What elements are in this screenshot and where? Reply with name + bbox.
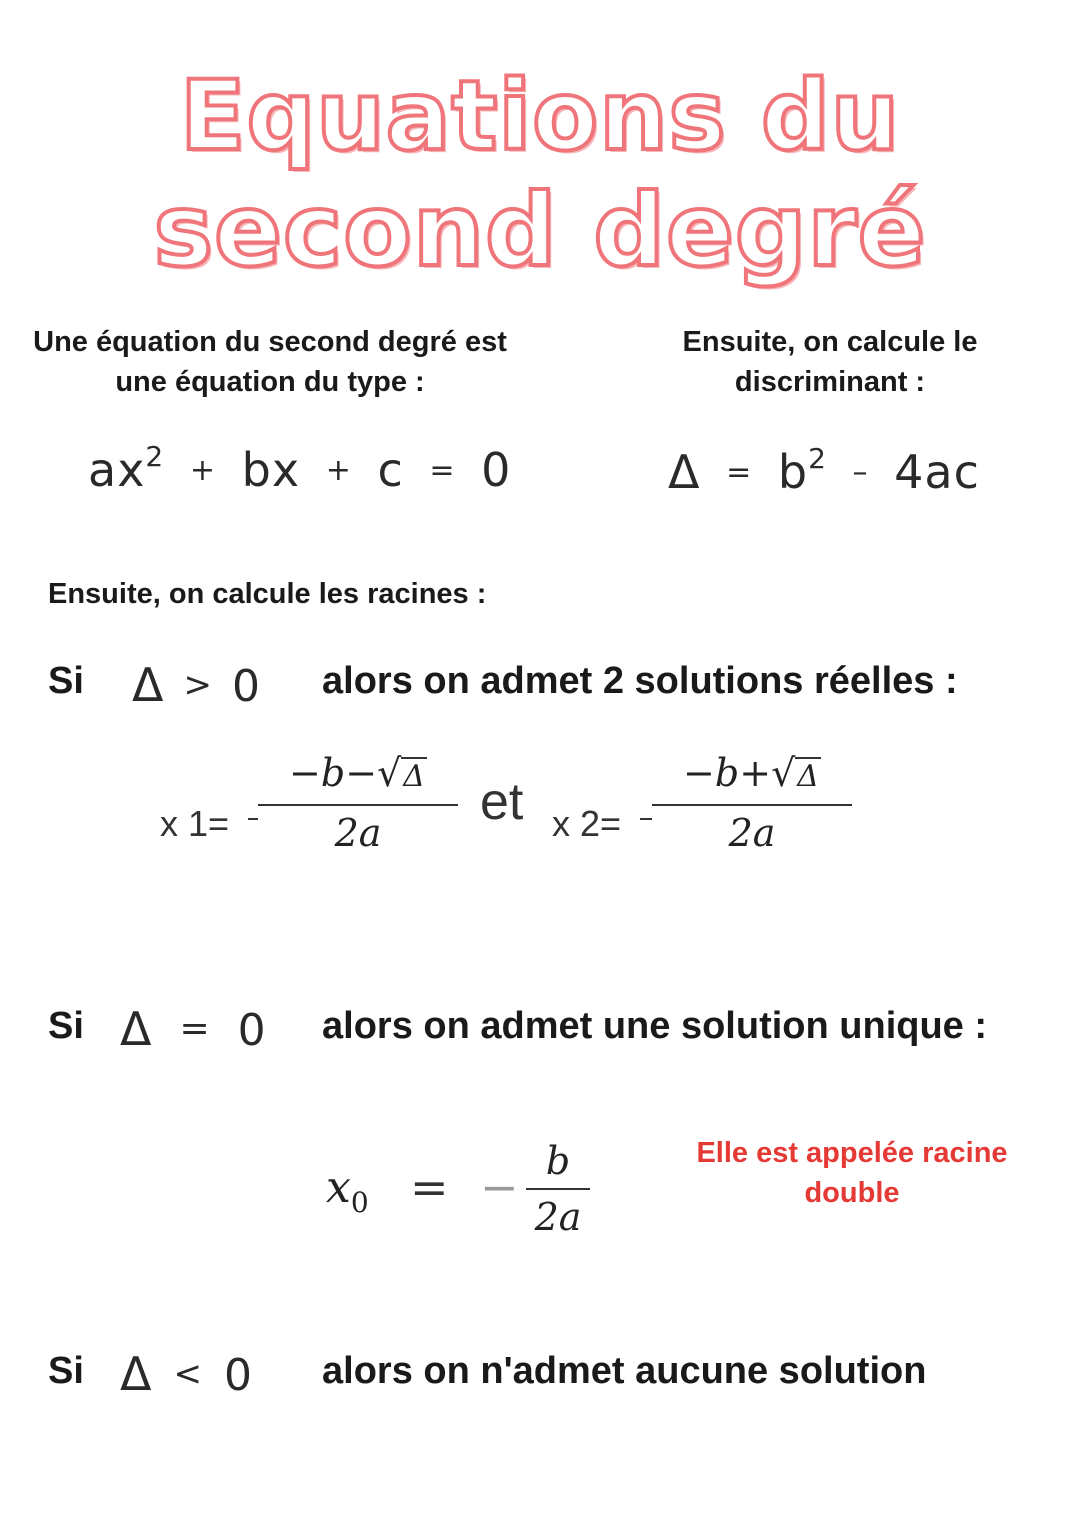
- x1-lead-bar: [248, 818, 258, 820]
- x1-radicand: Δ: [403, 759, 425, 794]
- double-root-note: [680, 1133, 1024, 1213]
- greater-than-sign: >: [183, 665, 212, 705]
- case-zero-si: Si: [48, 1005, 84, 1047]
- case-neg-text: alors on n'admet aucune solution: [322, 1350, 927, 1392]
- equals-sign: =: [726, 455, 753, 490]
- x2-fraction-bar: [652, 804, 852, 806]
- x1-fraction: [258, 750, 458, 856]
- note-line-2: double: [804, 1177, 900, 1209]
- term-c: c: [377, 443, 404, 497]
- intro-right-line-1: Ensuite, on calcule le: [682, 326, 978, 358]
- case-neg-condition: [120, 1347, 252, 1401]
- intro-left-line-1: Une équation du second degré est: [33, 326, 507, 358]
- delta-symbol: Δ: [120, 1347, 152, 1401]
- case-pos-si: Si: [48, 660, 84, 702]
- roots-label: Ensuite, on calcule les racines :: [48, 578, 487, 610]
- x1-fraction-bar: [258, 804, 458, 806]
- x1-numerator: −b−√Δ: [289, 751, 425, 795]
- term-b: bx: [241, 443, 301, 497]
- equals-sign: =: [179, 1008, 210, 1049]
- x2-lead-bar: [640, 818, 652, 820]
- x0-subscript: 0: [350, 1185, 369, 1219]
- equals-sign: =: [429, 453, 456, 488]
- case-pos-condition: [132, 658, 260, 712]
- zero: 0: [231, 661, 260, 712]
- equals-sign: =: [410, 1160, 449, 1214]
- case-neg-si: Si: [48, 1350, 84, 1392]
- intro-left-line-2: une équation du type :: [115, 366, 425, 398]
- x0-denominator: 2a: [534, 1195, 582, 1239]
- plus-sign: +: [325, 453, 352, 488]
- x2-num-text: −b+: [683, 751, 772, 795]
- plus-sign: +: [189, 453, 217, 488]
- x0-label: [326, 1162, 369, 1219]
- x1-label: x 1=: [160, 803, 230, 844]
- zero: 0: [481, 443, 512, 497]
- x2-denominator: 2a: [728, 811, 776, 855]
- x2-numerator: −b+√Δ: [683, 751, 819, 795]
- exponent: 2: [808, 442, 827, 475]
- general-formula: [88, 440, 511, 497]
- less-than-sign: <: [173, 1354, 202, 1394]
- x2-radicand: Δ: [797, 759, 819, 794]
- x0-numerator: b: [545, 1139, 571, 1183]
- title-line-2: second degré: [153, 172, 927, 289]
- zero: 0: [223, 1350, 252, 1401]
- intro-right-line-2: discriminant :: [734, 366, 926, 398]
- term-b: b: [777, 445, 809, 499]
- case-zero-condition: [120, 1002, 266, 1056]
- x0-fraction-bar: [526, 1188, 590, 1190]
- delta-symbol: Δ: [120, 1002, 152, 1056]
- x2-label: x 2=: [552, 803, 622, 844]
- term-a: ax: [88, 443, 146, 497]
- x1-num-text: −b−: [289, 751, 378, 795]
- title-line-1: Equations du: [179, 60, 901, 172]
- x1-denominator: 2a: [334, 811, 382, 855]
- x2-fraction: [652, 750, 852, 856]
- zero: 0: [237, 1005, 266, 1056]
- intro-left: [0, 322, 540, 402]
- case-pos-text: alors on admet 2 solutions réelles :: [322, 660, 958, 702]
- x-variable: x: [326, 1162, 351, 1213]
- exponent: 2: [145, 440, 165, 473]
- minus-sign: –: [852, 455, 869, 490]
- discriminant-formula: [668, 442, 980, 499]
- x0-fraction: [526, 1138, 590, 1240]
- case-zero-text: alors on admet une solution unique :: [322, 1005, 988, 1047]
- et-word: et: [480, 773, 524, 831]
- delta-symbol: Δ: [668, 445, 701, 499]
- term-4ac: 4ac: [894, 445, 980, 499]
- minus-sign: −: [480, 1160, 519, 1214]
- intro-right: [640, 322, 1020, 402]
- delta-symbol: Δ: [132, 658, 164, 712]
- note-line-1: Elle est appelée racine: [696, 1137, 1008, 1169]
